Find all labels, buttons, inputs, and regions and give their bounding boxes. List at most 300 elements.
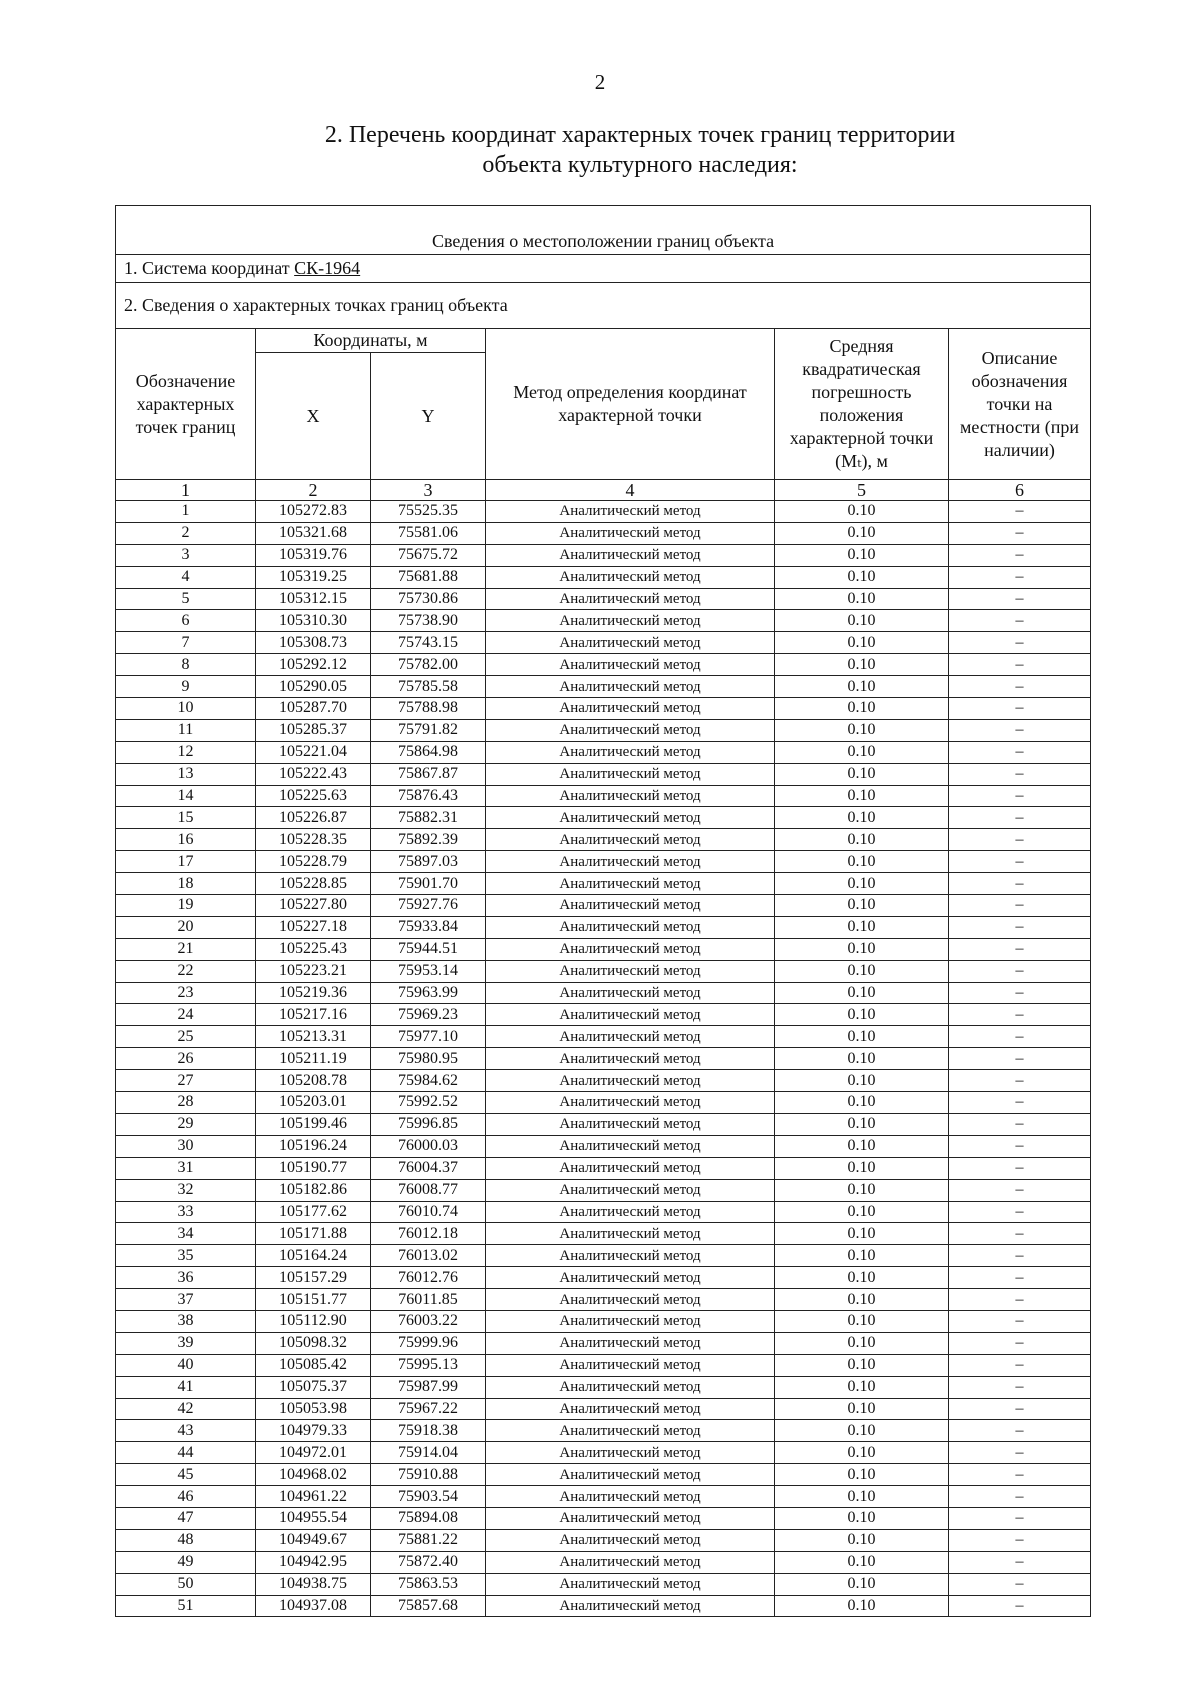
table-row — [116, 1201, 1091, 1223]
error-cell: 0.10 — [775, 1157, 949, 1179]
table-row — [116, 1376, 1091, 1398]
column-number: 6 — [949, 480, 1091, 501]
description-cell: – — [949, 654, 1091, 676]
point-number-cell: 30 — [116, 1135, 256, 1157]
error-cell: 0.10 — [775, 895, 949, 917]
point-number-cell: 27 — [116, 1070, 256, 1092]
method-cell: Аналитический метод — [486, 1004, 775, 1026]
method-cell: Аналитический метод — [486, 1135, 775, 1157]
method-cell: Аналитический метод — [486, 1398, 775, 1420]
method-cell: Аналитический метод — [486, 1223, 775, 1245]
method-cell: Аналитический метод — [486, 1157, 775, 1179]
error-cell: 0.10 — [775, 1223, 949, 1245]
x-coordinate-cell: 105310.30 — [256, 610, 371, 632]
x-coordinate-cell: 105217.16 — [256, 1004, 371, 1026]
method-cell: Аналитический метод — [486, 873, 775, 895]
y-coordinate-cell: 76010.74 — [371, 1201, 486, 1223]
column-number: 4 — [486, 480, 775, 501]
y-coordinate-cell: 75785.58 — [371, 676, 486, 698]
y-coordinate-cell: 76008.77 — [371, 1179, 486, 1201]
coordinates-table — [115, 205, 1091, 1617]
table-row — [116, 632, 1091, 654]
table-row — [116, 654, 1091, 676]
x-coordinate-cell: 105225.63 — [256, 785, 371, 807]
x-coordinate-cell: 105221.04 — [256, 741, 371, 763]
x-coordinate-cell: 105228.79 — [256, 851, 371, 873]
table-row — [116, 501, 1091, 523]
x-coordinate-cell: 105151.77 — [256, 1289, 371, 1311]
data-rows — [116, 501, 1091, 1617]
section-2-title: 2. Сведения о характерных точках границ объекта — [116, 283, 1091, 329]
method-cell: Аналитический метод — [486, 1486, 775, 1508]
error-cell: 0.10 — [775, 938, 949, 960]
x-coordinate-cell: 104938.75 — [256, 1573, 371, 1595]
description-cell: – — [949, 1223, 1091, 1245]
x-coordinate-cell: 105225.43 — [256, 938, 371, 960]
y-coordinate-cell: 75867.87 — [371, 763, 486, 785]
header-designation: Обозначение характерных точек границ — [116, 329, 256, 480]
description-cell: – — [949, 1179, 1091, 1201]
method-cell: Аналитический метод — [486, 1179, 775, 1201]
table-row — [116, 741, 1091, 763]
y-coordinate-cell: 75872.40 — [371, 1551, 486, 1573]
method-cell: Аналитический метод — [486, 741, 775, 763]
method-cell: Аналитический метод — [486, 676, 775, 698]
x-coordinate-cell: 105208.78 — [256, 1070, 371, 1092]
y-coordinate-cell: 75681.88 — [371, 566, 486, 588]
point-number-cell: 25 — [116, 1026, 256, 1048]
y-coordinate-cell: 75743.15 — [371, 632, 486, 654]
point-number-cell: 51 — [116, 1595, 256, 1617]
y-coordinate-cell: 75901.70 — [371, 873, 486, 895]
x-coordinate-cell: 104937.08 — [256, 1595, 371, 1617]
x-coordinate-cell: 105223.21 — [256, 960, 371, 982]
method-cell: Аналитический метод — [486, 1113, 775, 1135]
description-cell: – — [949, 1464, 1091, 1486]
description-cell: – — [949, 1026, 1091, 1048]
x-coordinate-cell: 104955.54 — [256, 1507, 371, 1529]
error-cell: 0.10 — [775, 501, 949, 523]
table-row — [116, 610, 1091, 632]
x-coordinate-cell: 105112.90 — [256, 1310, 371, 1332]
point-number-cell: 9 — [116, 676, 256, 698]
error-cell: 0.10 — [775, 1004, 949, 1026]
point-number-cell: 39 — [116, 1332, 256, 1354]
y-coordinate-cell: 75910.88 — [371, 1464, 486, 1486]
table-row — [116, 982, 1091, 1004]
table-row — [116, 1135, 1091, 1157]
y-coordinate-cell: 75675.72 — [371, 544, 486, 566]
method-cell: Аналитический метод — [486, 895, 775, 917]
table-row — [116, 960, 1091, 982]
point-number-cell: 45 — [116, 1464, 256, 1486]
x-coordinate-cell: 105308.73 — [256, 632, 371, 654]
error-cell: 0.10 — [775, 916, 949, 938]
point-number-cell: 18 — [116, 873, 256, 895]
table-row — [116, 873, 1091, 895]
x-coordinate-cell: 105319.76 — [256, 544, 371, 566]
description-cell: – — [949, 851, 1091, 873]
description-cell: – — [949, 1551, 1091, 1573]
error-cell: 0.10 — [775, 1267, 949, 1289]
x-coordinate-cell: 105085.42 — [256, 1354, 371, 1376]
table-row — [116, 785, 1091, 807]
x-coordinate-cell: 105171.88 — [256, 1223, 371, 1245]
table-row — [116, 807, 1091, 829]
table-row — [116, 938, 1091, 960]
description-cell: – — [949, 1157, 1091, 1179]
description-cell: – — [949, 1201, 1091, 1223]
error-cell: 0.10 — [775, 1595, 949, 1617]
table-row — [116, 1179, 1091, 1201]
method-cell: Аналитический метод — [486, 1245, 775, 1267]
y-coordinate-cell: 76012.18 — [371, 1223, 486, 1245]
table-row — [116, 1223, 1091, 1245]
method-cell: Аналитический метод — [486, 1376, 775, 1398]
error-cell: 0.10 — [775, 807, 949, 829]
method-cell: Аналитический метод — [486, 522, 775, 544]
y-coordinate-cell: 75881.22 — [371, 1529, 486, 1551]
y-coordinate-cell: 75918.38 — [371, 1420, 486, 1442]
error-cell: 0.10 — [775, 1354, 949, 1376]
x-coordinate-cell: 105219.36 — [256, 982, 371, 1004]
description-cell: – — [949, 1442, 1091, 1464]
point-number-cell: 44 — [116, 1442, 256, 1464]
description-cell: – — [949, 807, 1091, 829]
x-coordinate-cell: 105177.62 — [256, 1201, 371, 1223]
description-cell: – — [949, 960, 1091, 982]
error-cell: 0.10 — [775, 851, 949, 873]
error-cell: 0.10 — [775, 522, 949, 544]
error-cell: 0.10 — [775, 785, 949, 807]
x-coordinate-cell: 104968.02 — [256, 1464, 371, 1486]
point-number-cell: 41 — [116, 1376, 256, 1398]
error-cell: 0.10 — [775, 1529, 949, 1551]
description-cell: – — [949, 566, 1091, 588]
point-number-cell: 46 — [116, 1486, 256, 1508]
method-cell: Аналитический метод — [486, 785, 775, 807]
method-cell: Аналитический метод — [486, 654, 775, 676]
table-row — [116, 1245, 1091, 1267]
description-cell: – — [949, 1507, 1091, 1529]
description-cell: – — [949, 1376, 1091, 1398]
y-coordinate-cell: 75999.96 — [371, 1332, 486, 1354]
description-cell: – — [949, 1289, 1091, 1311]
table-row — [116, 676, 1091, 698]
y-coordinate-cell: 75969.23 — [371, 1004, 486, 1026]
column-number: 2 — [256, 480, 371, 501]
point-number-cell: 4 — [116, 566, 256, 588]
y-coordinate-cell: 75525.35 — [371, 501, 486, 523]
y-coordinate-cell: 75730.86 — [371, 588, 486, 610]
x-coordinate-cell: 105312.15 — [256, 588, 371, 610]
point-number-cell: 19 — [116, 895, 256, 917]
table-row — [116, 1004, 1091, 1026]
table-row — [116, 1289, 1091, 1311]
table-row — [116, 1420, 1091, 1442]
point-number-cell: 38 — [116, 1310, 256, 1332]
x-coordinate-cell: 104961.22 — [256, 1486, 371, 1508]
header-method: Метод определения координат характерной точки — [486, 329, 775, 480]
error-cell: 0.10 — [775, 1551, 949, 1573]
y-coordinate-cell: 75996.85 — [371, 1113, 486, 1135]
table-row — [116, 1026, 1091, 1048]
method-cell: Аналитический метод — [486, 829, 775, 851]
method-cell: Аналитический метод — [486, 566, 775, 588]
description-cell: – — [949, 501, 1091, 523]
method-cell: Аналитический метод — [486, 1354, 775, 1376]
method-cell: Аналитический метод — [486, 1551, 775, 1573]
description-cell: – — [949, 1245, 1091, 1267]
x-coordinate-cell: 105196.24 — [256, 1135, 371, 1157]
description-cell: – — [949, 1004, 1091, 1026]
method-cell: Аналитический метод — [486, 763, 775, 785]
method-cell: Аналитический метод — [486, 1573, 775, 1595]
method-cell: Аналитический метод — [486, 1048, 775, 1070]
table-row — [116, 719, 1091, 741]
table-caption: Сведения о местоположении границ объекта — [116, 206, 1091, 255]
table-row — [116, 1157, 1091, 1179]
table-row — [116, 1442, 1091, 1464]
description-cell: – — [949, 1595, 1091, 1617]
point-number-cell: 11 — [116, 719, 256, 741]
method-cell: Аналитический метод — [486, 610, 775, 632]
point-number-cell: 29 — [116, 1113, 256, 1135]
method-cell: Аналитический метод — [486, 632, 775, 654]
method-cell: Аналитический метод — [486, 1332, 775, 1354]
table-row — [116, 1354, 1091, 1376]
coord-system-label: 1. Система координат — [124, 258, 295, 278]
header-error: Средняя квадратическая погрешность положения характерной точки (Mₜ), м — [775, 329, 949, 480]
point-number-cell: 40 — [116, 1354, 256, 1376]
error-cell: 0.10 — [775, 654, 949, 676]
point-number-cell: 34 — [116, 1223, 256, 1245]
point-number-cell: 20 — [116, 916, 256, 938]
point-number-cell: 28 — [116, 1092, 256, 1114]
error-cell: 0.10 — [775, 741, 949, 763]
y-coordinate-cell: 75738.90 — [371, 610, 486, 632]
point-number-cell: 16 — [116, 829, 256, 851]
point-number-cell: 48 — [116, 1529, 256, 1551]
table-row — [116, 1529, 1091, 1551]
description-cell: – — [949, 1048, 1091, 1070]
method-cell: Аналитический метод — [486, 807, 775, 829]
table-row — [116, 1070, 1091, 1092]
table-row — [116, 1048, 1091, 1070]
description-cell: – — [949, 1529, 1091, 1551]
x-coordinate-cell: 105199.46 — [256, 1113, 371, 1135]
error-cell: 0.10 — [775, 873, 949, 895]
y-coordinate-cell: 76000.03 — [371, 1135, 486, 1157]
error-cell: 0.10 — [775, 1310, 949, 1332]
y-coordinate-cell: 76012.76 — [371, 1267, 486, 1289]
x-coordinate-cell: 105272.83 — [256, 501, 371, 523]
description-cell: – — [949, 610, 1091, 632]
point-number-cell: 5 — [116, 588, 256, 610]
x-coordinate-cell: 105228.85 — [256, 873, 371, 895]
method-cell: Аналитический метод — [486, 1442, 775, 1464]
x-coordinate-cell: 104949.67 — [256, 1529, 371, 1551]
method-cell: Аналитический метод — [486, 719, 775, 741]
method-cell: Аналитический метод — [486, 698, 775, 720]
error-cell: 0.10 — [775, 1179, 949, 1201]
point-number-cell: 23 — [116, 982, 256, 1004]
description-cell: – — [949, 785, 1091, 807]
y-coordinate-cell: 75992.52 — [371, 1092, 486, 1114]
description-cell: – — [949, 1113, 1091, 1135]
point-number-cell: 8 — [116, 654, 256, 676]
table-row — [116, 1464, 1091, 1486]
method-cell: Аналитический метод — [486, 1529, 775, 1551]
x-coordinate-cell: 105319.25 — [256, 566, 371, 588]
y-coordinate-cell: 75876.43 — [371, 785, 486, 807]
column-number: 3 — [371, 480, 486, 501]
point-number-cell: 37 — [116, 1289, 256, 1311]
header-y: Y — [371, 353, 486, 480]
heading-line-2: объекта культурного наследия: — [482, 152, 798, 178]
error-cell: 0.10 — [775, 1289, 949, 1311]
page-number: 2 — [594, 70, 606, 94]
description-cell: – — [949, 763, 1091, 785]
x-coordinate-cell: 104972.01 — [256, 1442, 371, 1464]
table-row — [116, 1551, 1091, 1573]
y-coordinate-cell: 75882.31 — [371, 807, 486, 829]
method-cell: Аналитический метод — [486, 588, 775, 610]
error-cell: 0.10 — [775, 1332, 949, 1354]
point-number-cell: 42 — [116, 1398, 256, 1420]
point-number-cell: 32 — [116, 1179, 256, 1201]
table-row — [116, 1595, 1091, 1617]
x-coordinate-cell: 105222.43 — [256, 763, 371, 785]
error-cell: 0.10 — [775, 1442, 949, 1464]
error-cell: 0.10 — [775, 632, 949, 654]
method-cell: Аналитический метод — [486, 938, 775, 960]
point-number-cell: 6 — [116, 610, 256, 632]
description-cell: – — [949, 676, 1091, 698]
table-row — [116, 544, 1091, 566]
x-coordinate-cell: 105182.86 — [256, 1179, 371, 1201]
y-coordinate-cell: 76003.22 — [371, 1310, 486, 1332]
y-coordinate-cell: 75995.13 — [371, 1354, 486, 1376]
point-number-cell: 22 — [116, 960, 256, 982]
description-cell: – — [949, 1573, 1091, 1595]
y-coordinate-cell: 75782.00 — [371, 654, 486, 676]
method-cell: Аналитический метод — [486, 1267, 775, 1289]
table-row — [116, 851, 1091, 873]
description-cell: – — [949, 588, 1091, 610]
point-number-cell: 24 — [116, 1004, 256, 1026]
error-cell: 0.10 — [775, 698, 949, 720]
method-cell: Аналитический метод — [486, 1070, 775, 1092]
header-coordinates: Координаты, м — [256, 329, 486, 353]
method-cell: Аналитический метод — [486, 501, 775, 523]
y-coordinate-cell: 75791.82 — [371, 719, 486, 741]
error-cell: 0.10 — [775, 1464, 949, 1486]
point-number-cell: 47 — [116, 1507, 256, 1529]
error-cell: 0.10 — [775, 1070, 949, 1092]
table-row — [116, 916, 1091, 938]
description-cell: – — [949, 632, 1091, 654]
point-number-cell: 43 — [116, 1420, 256, 1442]
y-coordinate-cell: 75581.06 — [371, 522, 486, 544]
description-cell: – — [949, 1310, 1091, 1332]
error-cell: 0.10 — [775, 1398, 949, 1420]
x-coordinate-cell: 105226.87 — [256, 807, 371, 829]
y-coordinate-cell: 75903.54 — [371, 1486, 486, 1508]
x-coordinate-cell: 105228.35 — [256, 829, 371, 851]
point-number-cell: 14 — [116, 785, 256, 807]
error-cell: 0.10 — [775, 610, 949, 632]
column-number-row — [116, 480, 1091, 501]
point-number-cell: 26 — [116, 1048, 256, 1070]
method-cell: Аналитический метод — [486, 960, 775, 982]
description-cell: – — [949, 916, 1091, 938]
description-cell: – — [949, 829, 1091, 851]
table-row — [116, 1573, 1091, 1595]
table-row — [116, 1332, 1091, 1354]
description-cell: – — [949, 1420, 1091, 1442]
description-cell: – — [949, 719, 1091, 741]
table-row — [116, 1486, 1091, 1508]
error-cell: 0.10 — [775, 960, 949, 982]
document-heading — [0, 120, 1200, 180]
description-cell: – — [949, 544, 1091, 566]
error-cell: 0.10 — [775, 566, 949, 588]
column-number: 5 — [775, 480, 949, 501]
y-coordinate-cell: 75963.99 — [371, 982, 486, 1004]
y-coordinate-cell: 75864.98 — [371, 741, 486, 763]
error-cell: 0.10 — [775, 982, 949, 1004]
point-number-cell: 15 — [116, 807, 256, 829]
error-cell: 0.10 — [775, 1113, 949, 1135]
x-coordinate-cell: 105164.24 — [256, 1245, 371, 1267]
point-number-cell: 49 — [116, 1551, 256, 1573]
table-row — [116, 1092, 1091, 1114]
point-number-cell: 3 — [116, 544, 256, 566]
x-coordinate-cell: 105285.37 — [256, 719, 371, 741]
method-cell: Аналитический метод — [486, 1420, 775, 1442]
y-coordinate-cell: 75863.53 — [371, 1573, 486, 1595]
x-coordinate-cell: 105203.01 — [256, 1092, 371, 1114]
y-coordinate-cell: 75927.76 — [371, 895, 486, 917]
error-cell: 0.10 — [775, 1092, 949, 1114]
method-cell: Аналитический метод — [486, 544, 775, 566]
y-coordinate-cell: 75980.95 — [371, 1048, 486, 1070]
error-cell: 0.10 — [775, 1245, 949, 1267]
header-x: X — [256, 353, 371, 480]
header-description: Описание обозначения точки на местности (при наличии) — [949, 329, 1091, 480]
y-coordinate-cell: 75984.62 — [371, 1070, 486, 1092]
x-coordinate-cell: 105287.70 — [256, 698, 371, 720]
description-cell: – — [949, 1486, 1091, 1508]
point-number-cell: 7 — [116, 632, 256, 654]
y-coordinate-cell: 76004.37 — [371, 1157, 486, 1179]
table-row — [116, 1113, 1091, 1135]
y-coordinate-cell: 75897.03 — [371, 851, 486, 873]
table-row — [116, 566, 1091, 588]
x-coordinate-cell: 105321.68 — [256, 522, 371, 544]
x-coordinate-cell: 105292.12 — [256, 654, 371, 676]
description-cell: – — [949, 1398, 1091, 1420]
error-cell: 0.10 — [775, 1486, 949, 1508]
description-cell: – — [949, 1092, 1091, 1114]
method-cell: Аналитический метод — [486, 1464, 775, 1486]
error-cell: 0.10 — [775, 1376, 949, 1398]
method-cell: Аналитический метод — [486, 1092, 775, 1114]
error-cell: 0.10 — [775, 829, 949, 851]
y-coordinate-cell: 76011.85 — [371, 1289, 486, 1311]
column-number: 1 — [116, 480, 256, 501]
